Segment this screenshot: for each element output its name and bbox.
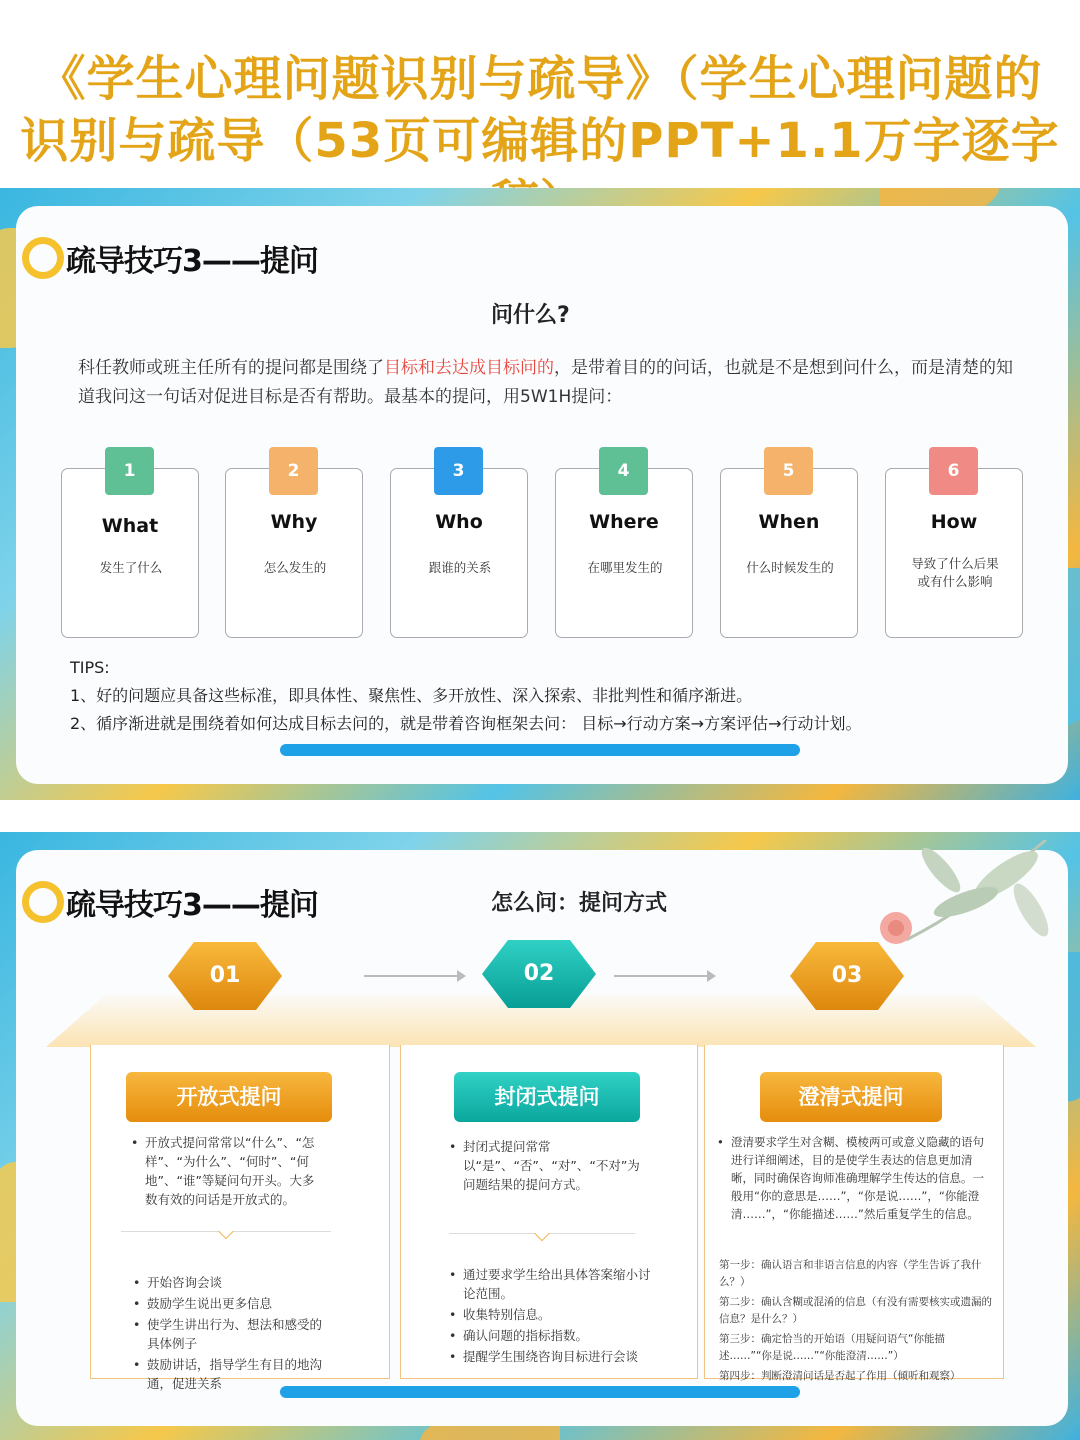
step-badge-03 <box>786 938 908 1014</box>
divider <box>121 1231 331 1245</box>
intro-highlight: 目标和去达成目标问的 <box>384 358 554 378</box>
number-badge: 1 <box>105 447 154 495</box>
tips-label: TIPS: <box>70 658 110 677</box>
slide-heading-text: 疏导技巧3——提问 <box>66 244 318 279</box>
question-box-what <box>61 461 199 638</box>
question-box-why <box>225 461 363 638</box>
column-bottom-list <box>447 1265 657 1368</box>
arrow-right-icon <box>364 975 464 977</box>
question-word: Where <box>589 511 659 533</box>
list-item: • 开始咨询会谈 <box>131 1273 331 1292</box>
question-desc: 导致了什么后果 或有什么影响 <box>911 556 999 589</box>
step-number: 01 <box>209 963 241 988</box>
slide-card <box>16 206 1068 784</box>
question-word: Why <box>270 511 318 533</box>
slide-questions-how <box>0 832 1080 1440</box>
step-badge-02 <box>478 936 600 1012</box>
progress-bar <box>280 744 800 756</box>
column-top-list <box>129 1133 325 1211</box>
circle-icon <box>22 881 64 923</box>
list-item: • 通过要求学生给出具体答案缩小讨论范围。 <box>447 1265 657 1303</box>
clarifying-steps <box>719 1257 995 1388</box>
step-text: 第三步：确定恰当的开始语（用疑问语气“你能描述……”“你是说……”“你能澄清……”） <box>719 1333 945 1362</box>
number-badge: 5 <box>764 447 813 495</box>
list-item: • 封闭式提问常常以“是”、“否”、“对”、“不对”为问题结果的提问方式。 <box>447 1137 643 1194</box>
question-box-how <box>885 461 1023 638</box>
column-top-list <box>715 1133 993 1225</box>
question-box-where <box>555 461 693 638</box>
step-text: 第二步：确认含糊或混淆的信息（有没有需要核实或遗漏的信息？是什么？） <box>719 1296 992 1325</box>
list-item: • 收集特别信息。 <box>447 1305 657 1324</box>
progress-bar <box>280 1386 800 1398</box>
slide-heading <box>22 236 318 280</box>
question-box-who <box>390 461 528 638</box>
step-text: 第四步：判断澄清问话是否起了作用（倾听和观察） <box>719 1370 961 1382</box>
circle-icon <box>22 237 64 279</box>
slide-heading <box>22 880 318 924</box>
number-badge: 4 <box>599 447 648 495</box>
step-text: 第一步：确认语言和非语言信息的内容（学生告诉了我什么？） <box>719 1259 982 1288</box>
tip-item: 2、循序渐进就是围绕着如何达成目标去问的，就是带着咨询框架去问： 目标→行动方案→方案评估→行动计划。 <box>70 714 862 733</box>
question-word: What <box>101 515 159 537</box>
divider <box>449 1233 635 1247</box>
number-badge: 6 <box>929 447 978 495</box>
step-badge-01 <box>164 938 286 1014</box>
column-label-clarifying: 澄清式提问 <box>760 1072 942 1122</box>
question-desc: 跟谁的关系 <box>428 560 492 575</box>
slide-heading-text: 疏导技巧3——提问 <box>66 888 318 923</box>
question-word: When <box>758 511 820 533</box>
tips-section <box>70 654 862 738</box>
column-bottom-list <box>131 1273 331 1395</box>
tip-item: 1、好的问题应具备这些标准，即具体性、聚焦性、多开放性、深入探索、非批判性和循序渐进。 <box>70 686 753 705</box>
question-word: How <box>930 511 978 533</box>
column-label-open: 开放式提问 <box>126 1072 332 1122</box>
section-subtitle: 怎么问：提问方式 <box>491 891 668 916</box>
intro-text-before: 科任教师或班主任所有的提问都是围绕了 <box>78 358 384 378</box>
question-desc: 什么时候发生的 <box>746 560 834 575</box>
question-desc: 在哪里发生的 <box>587 560 663 575</box>
list-item: • 鼓励学生说出更多信息 <box>131 1294 331 1313</box>
intro-text-after: ，是带着目的的问话，也就是不是想到问什么，而是清楚的知道我问这一句话对促进目标是否有帮助。最基本的提问，用5W1H提问： <box>78 358 1013 407</box>
column-label-closed: 封闭式提问 <box>454 1072 640 1122</box>
slide-card <box>16 850 1068 1426</box>
page-title-line-1: 《学生心理问题识别与疏导》（学生心理问题的 <box>37 51 1043 107</box>
list-item: • 提醒学生围绕咨询目标进行会谈 <box>447 1347 657 1366</box>
list-item: • 澄清要求学生对含糊、模棱两可或意义隐藏的语句进行详细阐述，目的是使学生表达的信息更加清晰，同时确保咨询师准确理解学生传达的信息。一般用“你的意思是……”，“你是说……”，“你能澄清……”，“你能描述……”然后重复学生的信息。 <box>715 1133 993 1223</box>
step-number: 02 <box>523 961 555 986</box>
column-top-list <box>447 1137 643 1196</box>
question-box-when <box>720 461 858 638</box>
list-item: • 使学生讲出行为、想法和感受的具体例子 <box>131 1315 331 1353</box>
question-desc: 发生了什么 <box>99 560 163 575</box>
section-question: 问什么? <box>491 303 570 328</box>
list-item: • 鼓励讲话，指导学生有目的地沟通，促进关系 <box>131 1355 331 1393</box>
page-title-line-2: 识别与疏导（53页可编辑的PPT+1.1万字逐字 <box>20 113 1060 169</box>
step-number: 03 <box>831 963 863 988</box>
question-desc: 怎么发生的 <box>263 560 327 575</box>
list-item: • 开放式提问常常以“什么”、“怎样”、“为什么”、“何时”、“何地”、“谁”等疑问句开头。大多数有效的问话是开放式的。 <box>129 1133 325 1209</box>
number-badge: 2 <box>269 447 318 495</box>
intro-paragraph <box>78 354 1018 412</box>
slide-questions-what <box>0 188 1080 800</box>
number-badge: 3 <box>434 447 483 495</box>
list-item: • 确认问题的指标指数。 <box>447 1326 657 1345</box>
arrow-right-icon <box>614 975 714 977</box>
question-word: Who <box>435 511 483 533</box>
